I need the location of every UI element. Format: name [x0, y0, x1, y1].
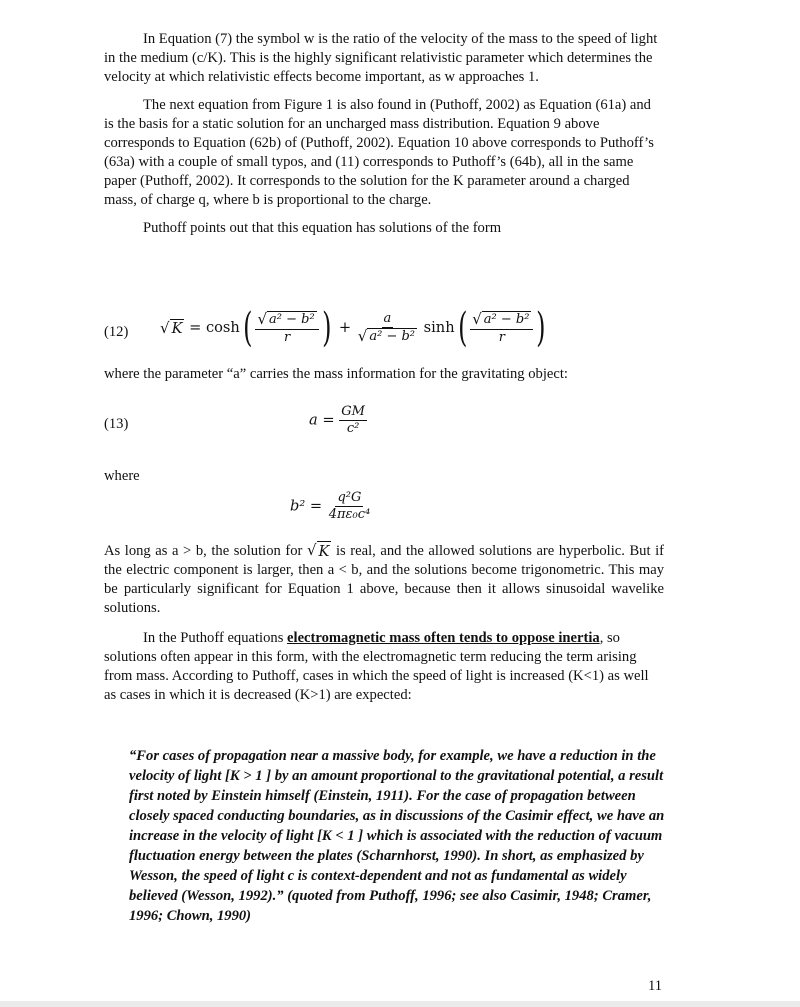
equation-number: (13)	[104, 416, 129, 432]
paragraph-solutions-form: Puthoff points out that this equation has solutions of the form	[143, 220, 502, 236]
sinh-label: sinh	[423, 319, 455, 336]
cosh-label: = cosh	[189, 319, 240, 336]
body-text-top	[104, 30, 664, 238]
page-number: 11	[648, 978, 663, 994]
equation-b-body	[290, 490, 372, 523]
sqrt-k: √ K	[160, 319, 183, 337]
paragraph-hyperbolic: As long as a > b, the solution for √ K is real, and the allowed solutions are hyperbolic. But if the electric component is larger, then a < b, and the solutions become trigonometric. This may be particularly significant for Equation 1 above, because then it allows sinusoidal wavelike solutions.	[104, 541, 665, 616]
plus-sign: +	[338, 319, 352, 336]
eqb-lhs: b² =	[290, 497, 323, 515]
page-bottom-border	[0, 1001, 800, 1007]
fraction-b-squared: $\frac{\text{q²G}}{\text{4πε₀c⁴}}$	[328, 490, 371, 522]
body-text-middle	[104, 541, 664, 705]
eq13-lhs: a =	[309, 411, 335, 429]
fraction-sinh-arg: √ a² − b² r	[470, 311, 533, 346]
equation-b-squared	[104, 490, 664, 532]
fraction-gm-over-c2: $\frac{GM}{\text{c²}}$	[341, 404, 365, 436]
equation-13	[104, 404, 664, 448]
equation-12-body: √ K = cosh( √ a² − b² r ) + a √ a² − b² sinh( √ a² − b² r )	[160, 305, 546, 351]
where-label-wrap	[104, 467, 664, 486]
equation-12	[104, 305, 664, 362]
paragraph-equation7-note: In Equation (7) the symbol w is the ratio of the velocity of the mass to the speed of light in the medium (c/K). This is the highly significant relativistic parameter which determines the velocity at which relativistic effects become important, as w approaches 1.	[104, 31, 658, 85]
paragraph-parameter-a: where the parameter “a” carries the mass information for the gravitating object:	[104, 366, 568, 382]
paragraph-parameter-a-wrap	[104, 365, 664, 384]
fraction-cosh-arg: √ a² − b² r	[255, 311, 318, 346]
equation-13-body	[309, 404, 367, 437]
equation-number: (12)	[104, 324, 129, 340]
block-quote-puthoff: “For cases of propagation near a massive body, for example, we have a reduction in the velocity of light [K > 1 ] by an amount proportional to the gravitational potential, a result first noted by Einstein himself (Einstein, 1911). For the case of propagation between closely spaced conducting boundaries, as in discussions of the Casimir effect, we have an increase in the velocity of light [K < 1 ] which is associated with the reduction of vacuum fluctuation energy between the plates (Scharnhorst, 1990). In short, as emphasized by Wesson, the speed of light c is context-dependent and not as fundamental as widely believed (Wesson, 1992).” (quoted from Puthoff, 1996; see also Casimir, 1948; Cramer, 1996; Chown, 1990)	[129, 748, 665, 924]
paragraph-puthoff-equations: The next equation from Figure 1 is also found in (Puthoff, 2002) as Equation (61a) and is the basis for a static solution for an uncharged mass distribution. Equation 9 above corresponds to Equation (62b) of (Puthoff, 2002). Equation 10 above corresponds to Puthoff’s (63a) with a couple of small typos, and (11) corresponds to Puthoff’s (64b), all in the same paper (Puthoff, 2002). It corresponds to the solution for the K parameter around a charged mass, of charge q, where b is proportional to the charge.	[104, 97, 654, 208]
where-label: where	[104, 468, 140, 484]
fraction-a-over-sqrt: a √ a² − b²	[357, 310, 415, 345]
paragraph-em-mass: In the Puthoff equations electromagnetic mass often tends to oppose inertia, so solutions often appear in this form, with the electromagnetic term reducing the term arising from mass. According to Puthoff, cases in which the speed of light is increased (K<1) as well as cases in which it is decreased (K>1) are expected:	[104, 630, 649, 703]
